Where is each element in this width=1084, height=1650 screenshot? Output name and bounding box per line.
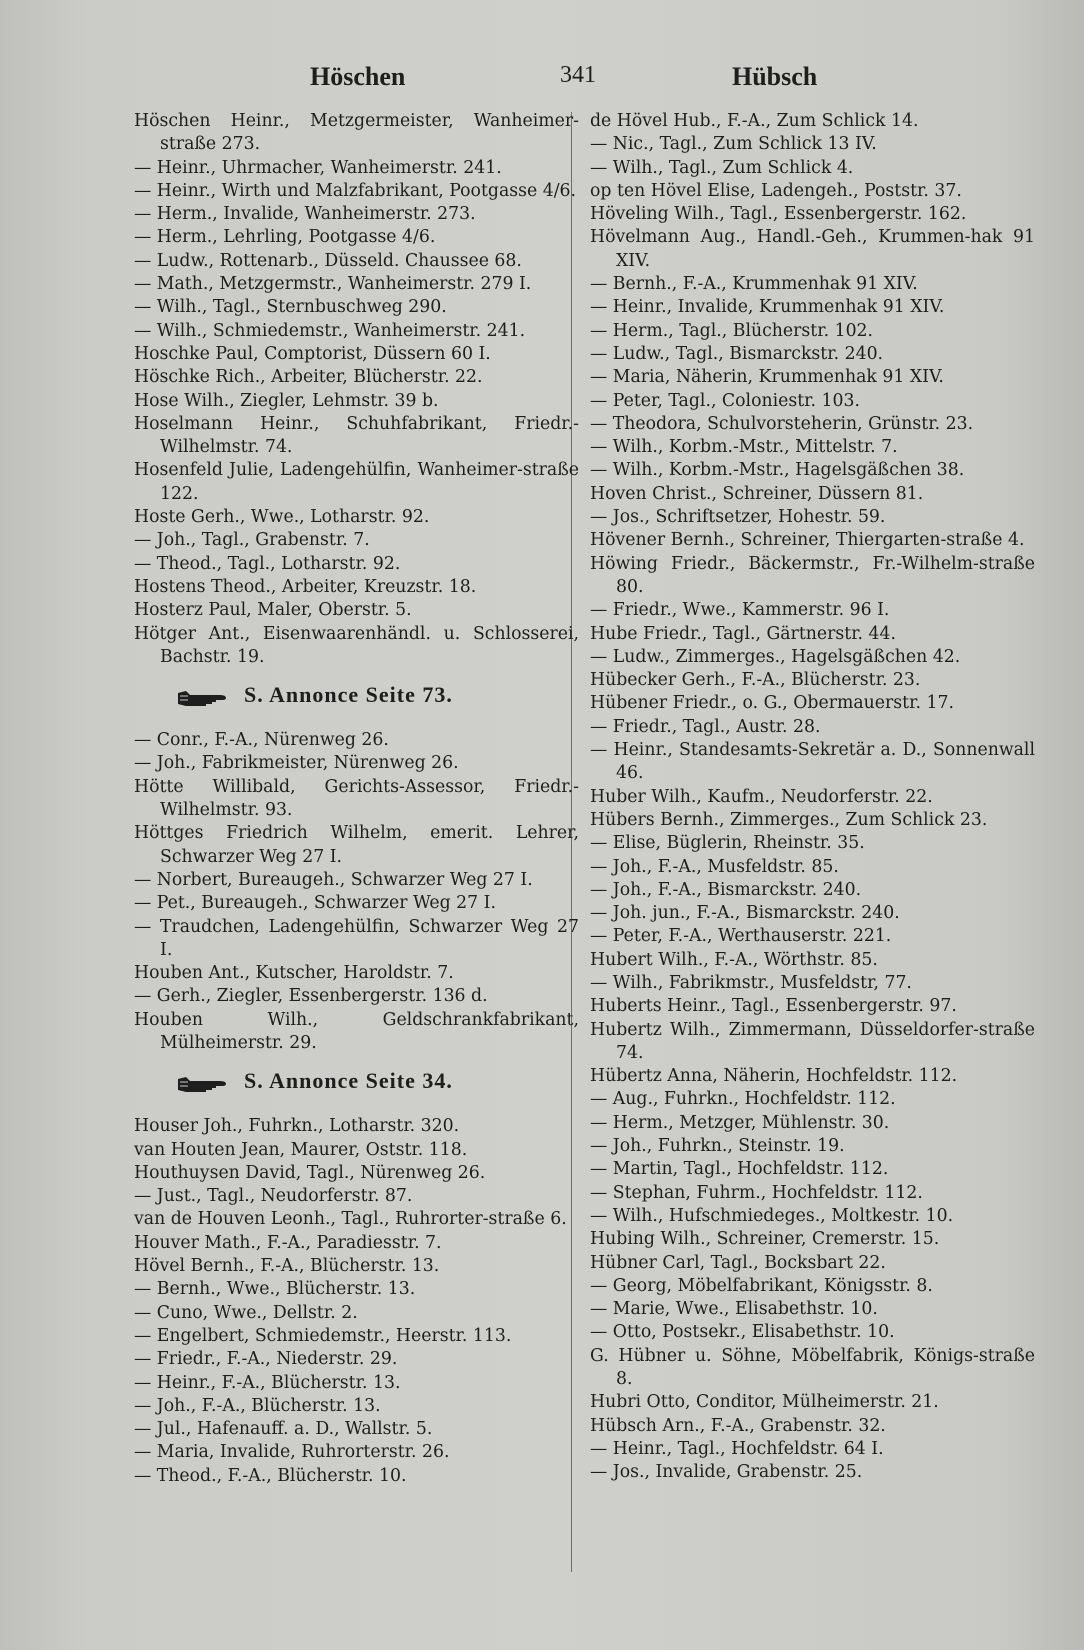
directory-entry: Hosterz Paul, Maler, Oberstr. 5. <box>134 600 412 621</box>
directory-entry: Höveling Wilh., Tagl., Essenbergerstr. 162. <box>590 204 967 225</box>
directory-entry: — Ludw., Tagl., Bismarckstr. 240. <box>590 343 884 364</box>
advert-notice-2 <box>134 1069 579 1099</box>
directory-entry: — Jos., Invalide, Grabenstr. 25. <box>590 1462 863 1483</box>
right-column <box>590 110 1035 1485</box>
directory-entry: — Friedr., Wwe., Kammerstr. 96 I. <box>590 600 890 621</box>
directory-entry: van Houten Jean, Maurer, Oststr. 118. <box>134 1139 468 1160</box>
directory-entry: — Gerh., Ziegler, Essenbergerstr. 136 d. <box>134 986 488 1007</box>
directory-entry: — Wilh., Korbm.-Mstr., Mittelstr. 7. <box>590 437 898 458</box>
left-entries-a <box>134 110 579 669</box>
directory-entry: — Joh., F.-A., Bismarckstr. 240. <box>590 879 862 900</box>
directory-entry: Huber Wilh., Kaufm., Neudorferstr. 22. <box>590 786 933 807</box>
directory-entry: — Theod., F.-A., Blücherstr. 10. <box>134 1465 407 1486</box>
directory-entry: — Heinr., Uhrmacher, Wanheimerstr. 241. <box>134 157 502 178</box>
directory-entry: — Theod., Tagl., Lotharstr. 92. <box>134 553 401 574</box>
directory-entry: Huberts Heinr., Tagl., Essenbergerstr. 97. <box>590 996 957 1017</box>
directory-entry: — Just., Tagl., Neudorferstr. 87. <box>134 1186 413 1207</box>
directory-entry: — Joh. jun., F.-A., Bismarckstr. 240. <box>590 903 900 924</box>
directory-entry: — Maria, Invalide, Ruhrorterstr. 26. <box>134 1442 450 1463</box>
directory-entry: — Jul., Hafenauff. a. D., Wallstr. 5. <box>134 1419 433 1440</box>
advert-notice-1 <box>134 683 579 713</box>
directory-entry: Hübecker Gerh., F.-A., Blücherstr. 23. <box>590 670 921 691</box>
directory-entry: — Joh., Fabrikmeister, Nürenweg 26. <box>134 753 459 774</box>
directory-entry: — Engelbert, Schmiedemstr., Heerstr. 113. <box>134 1325 512 1346</box>
directory-entry: Höschke Rich., Arbeiter, Blücherstr. 22. <box>134 367 483 388</box>
directory-entry: Höttges Friedrich Wilhelm, emerit. Lehrer, Schwarzer Weg 27 I. <box>134 823 579 867</box>
directory-entry: — Wilh., Tagl., Sternbuschweg 290. <box>134 297 447 318</box>
directory-entry: — Math., Metzgermstr., Wanheimerstr. 279 I. <box>134 274 532 295</box>
directory-entry: Höwing Friedr., Bäckermstr., Fr.-Wilhelm-straße 80. <box>590 553 1035 597</box>
advert-notice-2-text: S. Annonce Seite 34. <box>244 1068 453 1094</box>
directory-entry: — Marie, Wwe., Elisabethstr. 10. <box>590 1299 878 1320</box>
directory-entry: Hövener Bernh., Schreiner, Thiergarten-straße 4. <box>590 530 1025 551</box>
directory-entry: — Wilh., Fabrikmstr., Musfeldstr, 77. <box>590 972 912 993</box>
directory-entry: — Heinr., Invalide, Krummenhak 91 XIV. <box>590 297 945 318</box>
directory-entry: Höschen Heinr., Metzgermeister, Wanheimer-straße 273. <box>134 111 579 155</box>
directory-entry: — Aug., Fuhrkn., Hochfeldstr. 112. <box>590 1089 896 1110</box>
directory-entry: Hübertz Anna, Näherin, Hochfeldstr. 112. <box>590 1066 958 1087</box>
header-left-catchword: Höschen <box>310 62 406 91</box>
directory-entry: — Joh., Tagl., Grabenstr. 7. <box>134 530 370 551</box>
directory-entry: Hötte Willibald, Gerichts-Assessor, Friedr.-Wilhelmstr. 93. <box>134 776 579 821</box>
directory-entry: — Ludw., Rottenarb., Düsseld. Chaussee 68. <box>134 250 522 271</box>
directory-entry: — Jos., Schriftsetzer, Hohestr. 59. <box>590 507 886 528</box>
directory-entry: Houser Joh., Fuhrkn., Lotharstr. 320. <box>134 1116 460 1137</box>
pointing-hand-icon <box>176 687 236 709</box>
directory-entry: — Peter, Tagl., Coloniestr. 103. <box>590 390 861 411</box>
pointing-hand-icon <box>176 1073 236 1095</box>
left-entries-c <box>134 1115 579 1488</box>
directory-entry: Hövel Bernh., F.-A., Blücherstr. 13. <box>134 1256 440 1277</box>
directory-entry: Hosenfeld Julie, Ladengehülfin, Wanheimer-straße 122. <box>134 460 579 504</box>
directory-entry: — Friedr., Tagl., Austr. 28. <box>590 716 821 737</box>
directory-entry: — Theodora, Schulvorsteherin, Grünstr. 23. <box>590 413 974 434</box>
directory-entry: — Martin, Tagl., Hochfeldstr. 112. <box>590 1159 889 1180</box>
directory-entry: — Herm., Metzger, Mühlenstr. 30. <box>590 1112 890 1133</box>
directory-entry: Hose Wilh., Ziegler, Lehmstr. 39 b. <box>134 390 439 411</box>
directory-entry: — Herm., Invalide, Wanheimerstr. 273. <box>134 204 476 225</box>
directory-entry: Hübner Carl, Tagl., Bocksbart 22. <box>590 1252 886 1273</box>
directory-entry: Hubri Otto, Conditor, Mülheimerstr. 21. <box>590 1392 939 1413</box>
directory-entry: Hubertz Wilh., Zimmermann, Düsseldorfer-straße 74. <box>590 1019 1035 1063</box>
directory-entry: — Friedr., F.-A., Niederstr. 29. <box>134 1349 398 1370</box>
directory-entry: — Peter, F.-A., Werthauserstr. 221. <box>590 926 892 947</box>
directory-entry: — Wilh., Schmiedemstr., Wanheimerstr. 241. <box>134 320 526 341</box>
directory-entry: — Elise, Büglerin, Rheinstr. 35. <box>590 833 865 854</box>
directory-entry: — Heinr., Standesamts-Sekretär a. D., Sonnenwall 46. <box>590 740 1035 784</box>
directory-entry: op ten Hövel Elise, Ladengeh., Poststr. 37. <box>590 180 962 201</box>
directory-entry: — Herm., Lehrling, Pootgasse 4/6. <box>134 227 436 248</box>
directory-entry: — Joh., F.-A., Musfeldstr. 85. <box>590 856 839 877</box>
directory-entry: — Ludw., Zimmerges., Hagelsgäßchen 42. <box>590 646 961 667</box>
directory-entry: Hubing Wilh., Schreiner, Cremerstr. 15. <box>590 1229 940 1250</box>
directory-entry: Houver Math., F.-A., Paradiesstr. 7. <box>134 1232 442 1253</box>
directory-entry: — Wilh., Tagl., Zum Schlick 4. <box>590 157 854 178</box>
directory-entry: — Bernh., Wwe., Blücherstr. 13. <box>134 1279 416 1300</box>
directory-entry: Hübsch Arn., F.-A., Grabenstr. 32. <box>590 1415 886 1436</box>
directory-entry: — Joh., Fuhrkn., Steinstr. 19. <box>590 1136 845 1157</box>
directory-entry: — Cuno, Wwe., Dellstr. 2. <box>134 1302 358 1323</box>
page-header <box>120 62 1020 102</box>
directory-entry: — Herm., Tagl., Blücherstr. 102. <box>590 320 874 341</box>
directory-entry: — Georg, Möbelfabrikant, Königsstr. 8. <box>590 1275 933 1296</box>
directory-entry: — Conr., F.-A., Nürenweg 26. <box>134 730 389 751</box>
directory-entry: Houthuysen David, Tagl., Nürenweg 26. <box>134 1162 486 1183</box>
page-number: 341 <box>560 62 596 88</box>
directory-entry: Hostens Theod., Arbeiter, Kreuzstr. 18. <box>134 576 477 597</box>
directory-entry: — Pet., Bureaugeh., Schwarzer Weg 27 I. <box>134 893 496 914</box>
directory-entry: G. Hübner u. Söhne, Möbelfabrik, Königs-straße 8. <box>590 1345 1035 1390</box>
directory-entry: — Heinr., Wirth und Malzfabrikant, Pootgasse 4/6. <box>134 180 577 201</box>
directory-entry: — Joh., F.-A., Blücherstr. 13. <box>134 1395 381 1416</box>
directory-entry: — Heinr., F.-A., Blücherstr. 13. <box>134 1372 401 1393</box>
directory-entry: de Hövel Hub., F.-A., Zum Schlick 14. <box>590 111 919 131</box>
directory-entry: — Norbert, Bureaugeh., Schwarzer Weg 27 I. <box>134 869 533 890</box>
directory-entry: Hoste Gerh., Wwe., Lotharstr. 92. <box>134 507 430 528</box>
directory-entry: Hoschke Paul, Comptorist, Düssern 60 I. <box>134 343 491 364</box>
directory-entry: van de Houven Leonh., Tagl., Ruhrorter-straße 6. <box>134 1209 567 1230</box>
left-column <box>134 110 579 1488</box>
directory-entry: Hötger Ant., Eisenwaarenhändl. u. Schlosserei, Bachstr. 19. <box>134 623 579 667</box>
directory-entry: Hoselmann Heinr., Schuhfabrikant, Friedr.-Wilhelmstr. 74. <box>134 413 579 458</box>
directory-entry: — Wilh., Hufschmiedeges., Moltkestr. 10. <box>590 1205 954 1226</box>
right-entries <box>590 110 1035 1485</box>
directory-entry: — Traudchen, Ladengehülfin, Schwarzer Weg 27 I. <box>134 916 579 960</box>
advert-notice-1-text: S. Annonce Seite 73. <box>244 682 453 708</box>
directory-entry: Hoven Christ., Schreiner, Düssern 81. <box>590 483 924 504</box>
directory-entry: — Otto, Postsekr., Elisabethstr. 10. <box>590 1322 895 1343</box>
directory-entry: Hube Friedr., Tagl., Gärtnerstr. 44. <box>590 623 897 644</box>
directory-entry: Houben Ant., Kutscher, Haroldstr. 7. <box>134 963 454 984</box>
directory-entry: Hövelmann Aug., Handl.-Geh., Krummen-hak 91 XIV. <box>590 227 1035 271</box>
directory-entry: — Wilh., Korbm.-Mstr., Hagelsgäßchen 38. <box>590 460 965 481</box>
directory-entry: — Heinr., Tagl., Hochfeldstr. 64 I. <box>590 1438 884 1459</box>
directory-entry: — Stephan, Fuhrm., Hochfeldstr. 112. <box>590 1182 923 1203</box>
header-right-catchword: Hübsch <box>732 62 818 91</box>
left-entries-b <box>134 729 579 1055</box>
directory-entry: Hübener Friedr., o. G., Obermauerstr. 17. <box>590 693 954 714</box>
directory-entry: — Maria, Näherin, Krummenhak 91 XIV. <box>590 367 944 388</box>
directory-entry: — Nic., Tagl., Zum Schlick 13 IV. <box>590 134 877 155</box>
directory-entry: Houben Wilh., Geldschrankfabrikant, Mülheimerstr. 29. <box>134 1009 579 1053</box>
directory-entry: Hübers Bernh., Zimmerges., Zum Schlick 23. <box>590 809 988 830</box>
directory-entry: — Bernh., F.-A., Krummenhak 91 XIV. <box>590 274 918 295</box>
directory-entry: Hubert Wilh., F.-A., Wörthstr. 85. <box>590 949 878 970</box>
